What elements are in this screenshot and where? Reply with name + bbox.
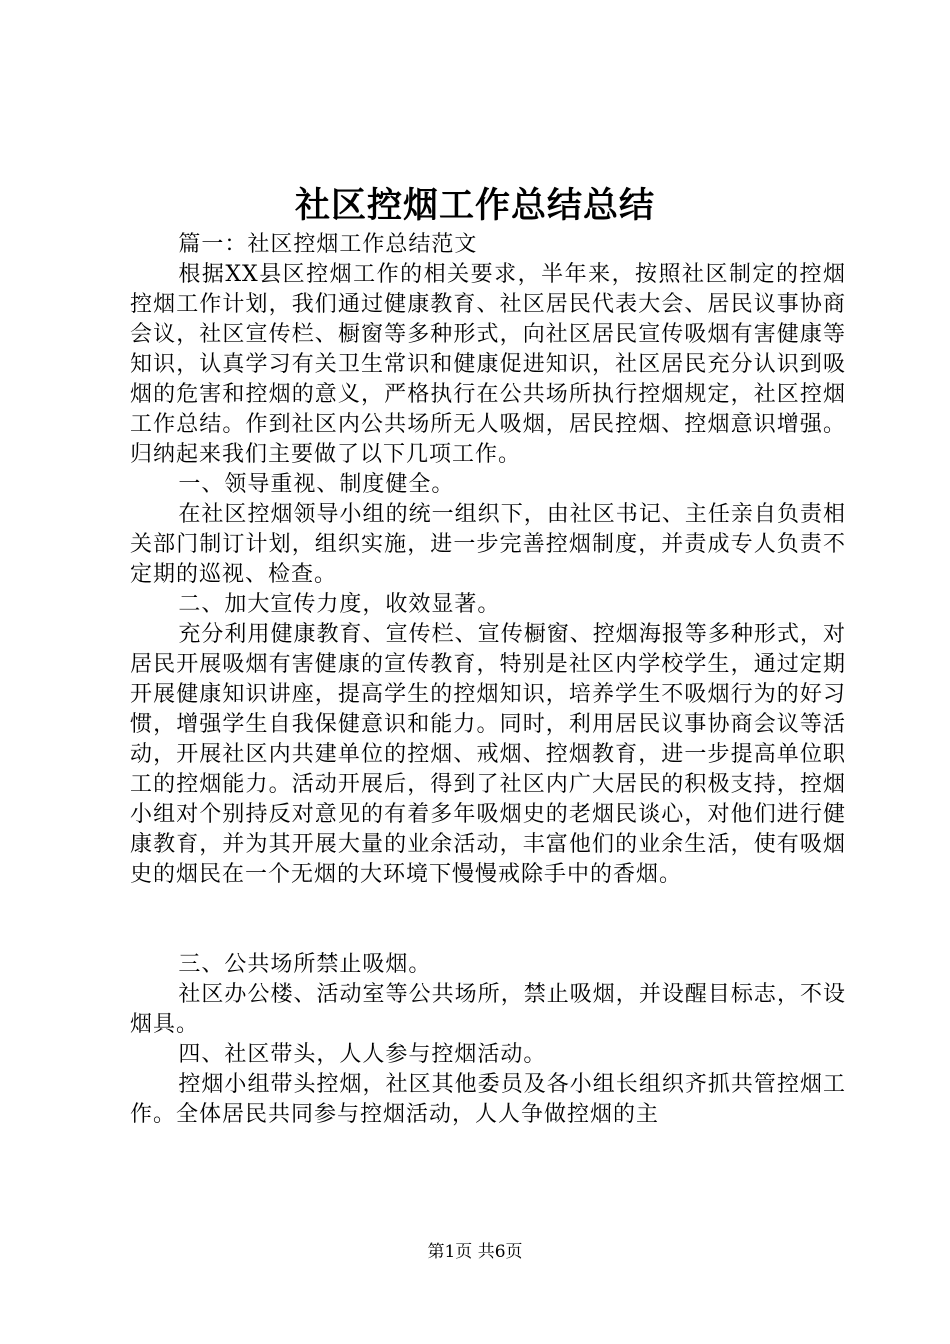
body-paragraph: 根据XX县区控烟工作的相关要求，半年来，按照社区制定的控烟控烟工作计划，我们通过健康教育、社区居民代表大会、居民议事协商会议，社区宣传栏、橱窗等多种形式，向社区居民宣传吸烟有害健康等知识，认真学习有关卫生常识和健康促进知识，社区居民充分认识到吸烟的危害和控烟的意义，严格执行在公共场所执行控烟规定，社区控烟工作总结。作到社区内公共场所无人吸烟，居民控烟、控烟意识增强。归纳起来我们主要做了以下几项工作。 [130, 262, 846, 467]
document-title: 社区控烟工作总结总结 [294, 185, 655, 226]
body-paragraph: 充分利用健康教育、宣传栏、宣传橱窗、控烟海报等多种形式，对居民开展吸烟有害健康的宣传教育，特别是社区内学校学生，通过定期开展健康知识讲座，提高学生的控烟知识，培养学生不吸烟行为的好习惯，增强学生自我保健意识和能力。同时，利用居民议事协商会议等活动，开展社区内共建单位的控烟、戒烟、控烟教育，进一步提高单位职工的控烟能力。活动开展后，得到了社区内广大居民的积极支持，控烟小组对个别持反对意见的有着多年吸烟史的老烟民谈心，对他们进行健康教育，并为其开展大量的业余活动，丰富他们的业余生活，使有吸烟史的烟民在一个无烟的大环境下慢慢戒除手中的香烟。 [130, 622, 846, 887]
document-body [130, 230, 846, 1130]
section-heading: 篇一：社区控烟工作总结范文 [178, 232, 478, 257]
section-heading: 四、社区带头，人人参与控烟活动。 [178, 1042, 547, 1067]
section-heading: 三、公共场所禁止吸烟。 [178, 952, 432, 977]
section-heading: 一、领导重视、制度健全。 [178, 472, 455, 497]
body-paragraph: 控烟小组带头控烟，社区其他委员及各小组长组织齐抓共管控烟工作。全体居民共同参与控烟活动，人人争做控烟的主 [130, 1072, 846, 1127]
section-heading: 二、加大宣传力度，收效显著。 [178, 592, 501, 617]
body-paragraph: 社区办公楼、活动室等公共场所，禁止吸烟，并设醒目标志，不设烟具。 [130, 982, 846, 1037]
blank-line [130, 890, 846, 950]
page-footer: 第1页 共6页 [427, 1242, 523, 1262]
body-paragraph: 在社区控烟领导小组的统一组织下，由社区书记、主任亲自负责相关部门制订计划，组织实施，进一步完善控烟制度，并责成专人负责不定期的巡视、检查。 [130, 502, 846, 587]
